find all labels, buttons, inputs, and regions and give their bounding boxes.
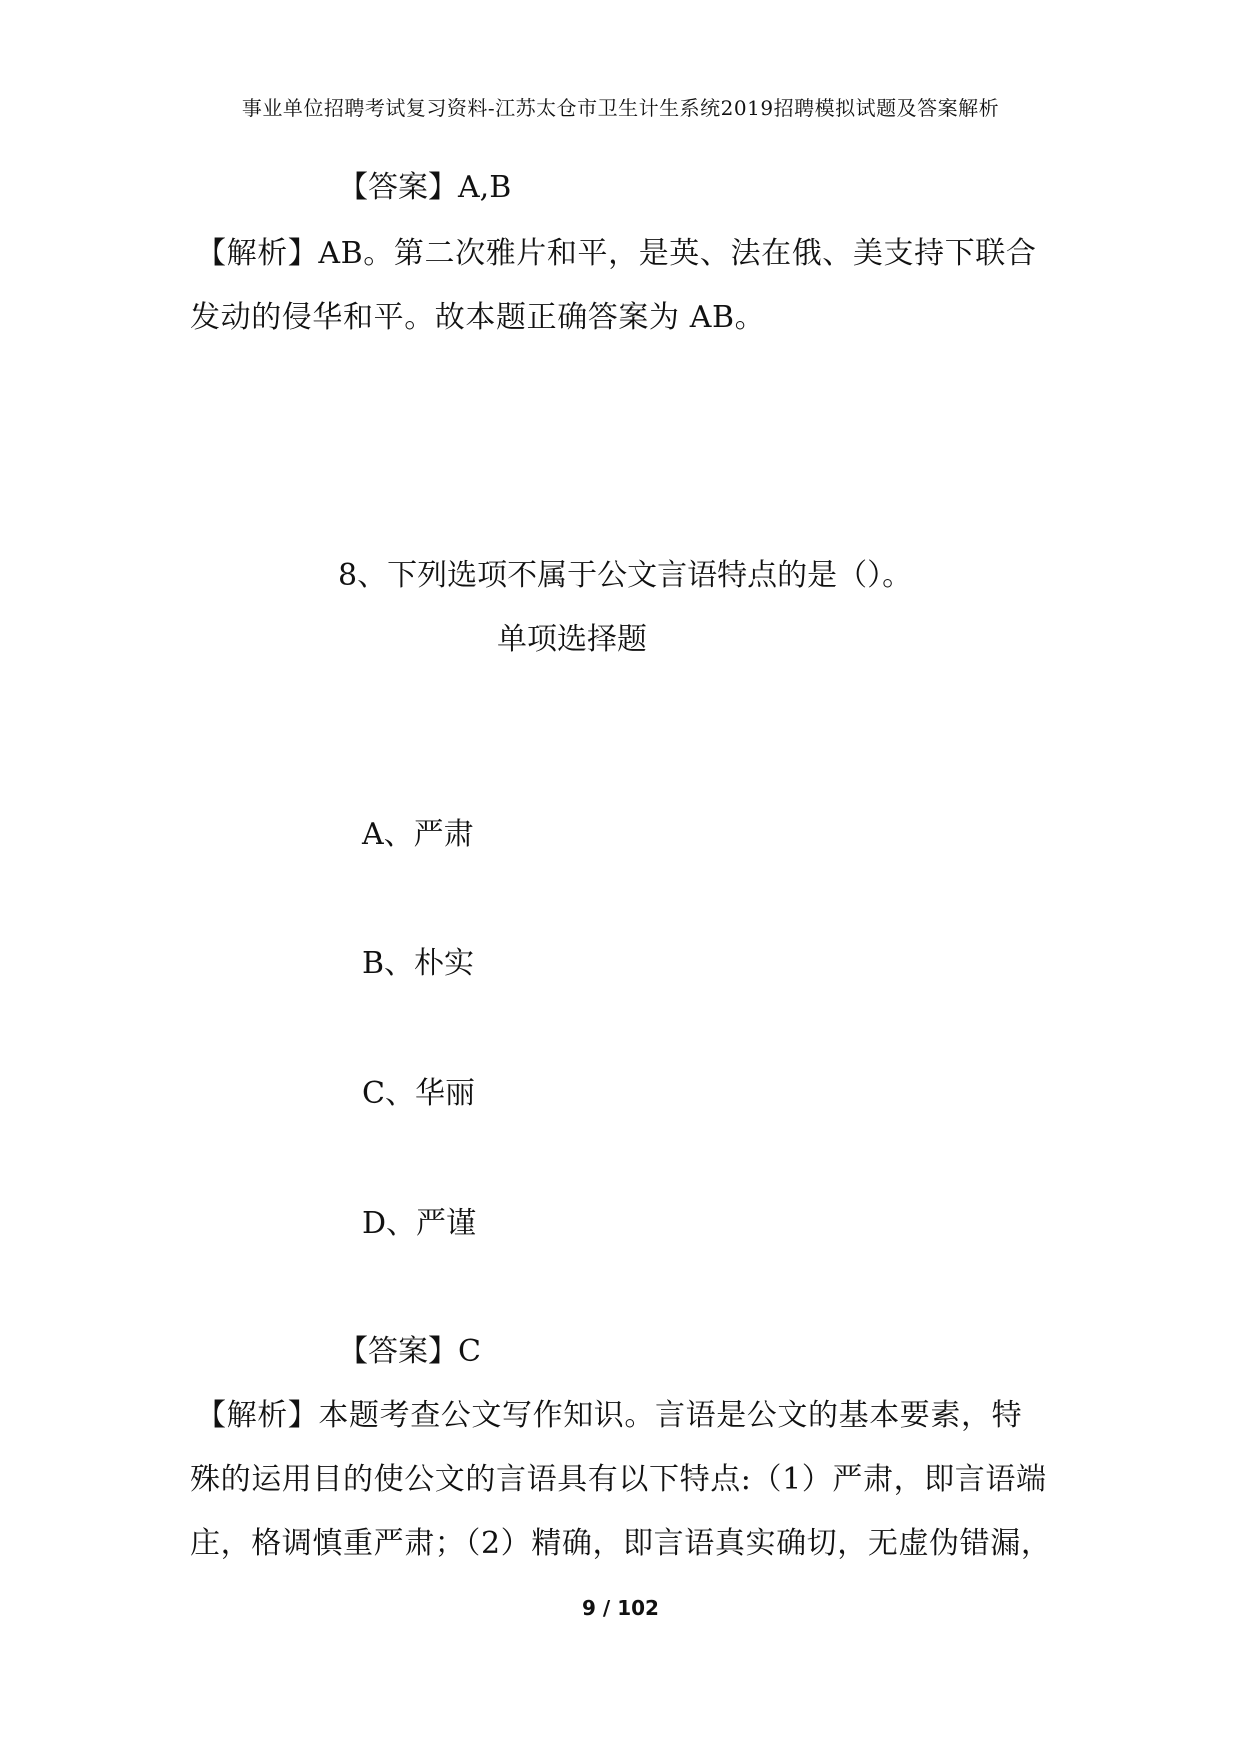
- question-answer: 【答案】C: [338, 1334, 481, 1369]
- previous-explanation-line-1: 【解析】AB。第二次雅片和平，是英、法在俄、美支持下联合: [196, 236, 1037, 271]
- page-header-title: 事业单位招聘考试复习资料-江苏太仓市卫生计生系统2019招聘模拟试题及答案解析: [241, 96, 1000, 120]
- option-c: C、华丽: [362, 1076, 475, 1111]
- previous-answer: 【答案】A,B: [338, 170, 512, 205]
- explanation-line-3: 庄，格调慎重严肃；（2）精确，即言语真实确切，无虚伪错漏，: [190, 1526, 1052, 1561]
- option-b: B、朴实: [362, 946, 475, 981]
- explanation-line-2: 殊的运用目的使公文的言语具有以下特点:（1）严肃，即言语端: [190, 1462, 1047, 1497]
- option-d: D、严谨: [362, 1206, 477, 1241]
- option-a: A、严肃: [362, 817, 474, 852]
- previous-explanation-line-2: 发动的侵华和平。故本题正确答案为 AB。: [190, 300, 766, 335]
- question-text: 8、下列选项不属于公文言语特点的是（）。: [338, 558, 913, 593]
- question-type: 单项选择题: [497, 622, 647, 657]
- page-number: 9 / 102: [582, 1596, 659, 1620]
- explanation-line-1: 【解析】本题考查公文写作知识。言语是公文的基本要素，特: [196, 1398, 1023, 1433]
